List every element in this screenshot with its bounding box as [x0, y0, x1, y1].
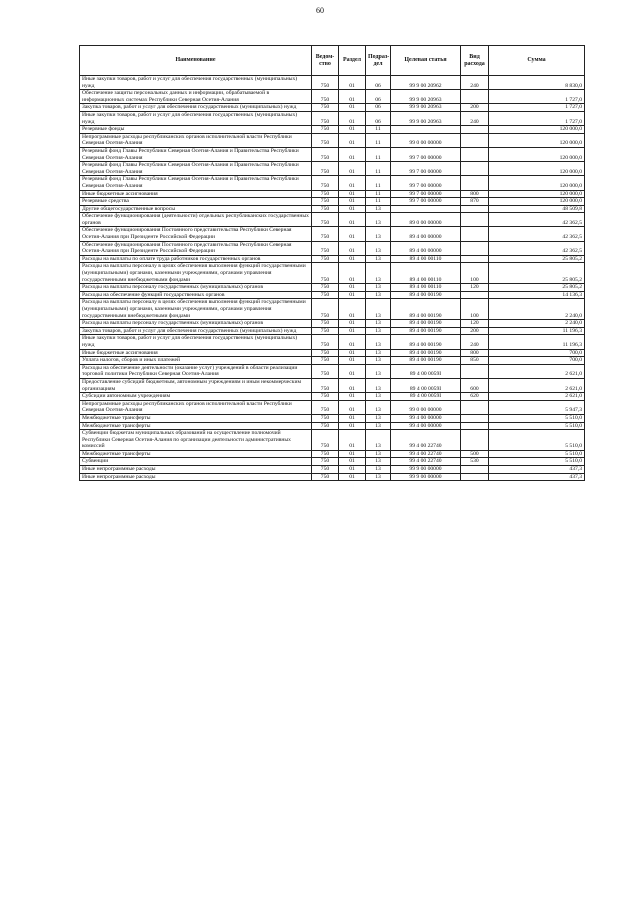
cell-vid	[461, 162, 489, 176]
cell-podrazdel: 11	[366, 133, 391, 147]
cell-name: Предоставление субсидий бюджетным, автономным учреждениям и иным некоммерческим организациям	[80, 378, 312, 392]
table-row	[80, 198, 585, 206]
cell-cel: 99 9 00 00000	[391, 466, 461, 474]
cell-name: Обеспечение функционирования (деятельности) отдельных республиканских государственных органов	[80, 213, 312, 227]
cell-cel: 89 4 00 00000	[391, 227, 461, 241]
cell-cel: 89 4 00 00190	[391, 291, 461, 299]
cell-podrazdel: 13	[366, 450, 391, 458]
cell-razdel: 01	[339, 335, 366, 349]
cell-ved: 750	[312, 90, 339, 104]
cell-razdel: 01	[339, 349, 366, 357]
cell-podrazdel: 06	[366, 111, 391, 125]
cell-cel: 99 9 00 20963	[391, 104, 461, 112]
cell-name: Закупка товаров, работ и услуг для обеспечения государственных (муниципальных) нужд	[80, 327, 312, 335]
cell-ved: 750	[312, 422, 339, 430]
cell-razdel: 01	[339, 284, 366, 292]
cell-ved: 750	[312, 162, 339, 176]
cell-razdel: 01	[339, 263, 366, 284]
cell-ved: 750	[312, 147, 339, 161]
cell-sum: 8 830,0	[489, 76, 585, 90]
cell-razdel: 01	[339, 320, 366, 328]
cell-cel: 89 4 00 00190	[391, 335, 461, 349]
cell-sum: 5 947,3	[489, 400, 585, 414]
cell-sum: 42 362,5	[489, 227, 585, 241]
table-row	[80, 364, 585, 378]
table-row	[80, 213, 585, 227]
cell-ved: 750	[312, 263, 339, 284]
cell-sum: 700,0	[489, 349, 585, 357]
cell-name: Закупка товаров, работ и услуг для обеспечения государственных (муниципальных) нужд	[80, 104, 312, 112]
cell-vid	[461, 126, 489, 134]
table-row	[80, 104, 585, 112]
cell-podrazdel: 11	[366, 190, 391, 198]
cell-vid: 100	[461, 263, 489, 284]
cell-ved: 750	[312, 450, 339, 458]
header-vid: Вид расхода	[461, 46, 489, 76]
cell-sum: 42 362,5	[489, 213, 585, 227]
cell-vid: 240	[461, 335, 489, 349]
table-row	[80, 111, 585, 125]
cell-ved: 750	[312, 176, 339, 190]
cell-sum: 120 000,0	[489, 147, 585, 161]
cell-cel: 89 4 00 00000	[391, 241, 461, 255]
header-razdel: Раздел	[339, 46, 366, 76]
table-row	[80, 90, 585, 104]
cell-ved: 750	[312, 299, 339, 320]
header-ved: Ведом-ство	[312, 46, 339, 76]
cell-cel: 89 4 00 00190	[391, 357, 461, 365]
cell-sum: 2 621,0	[489, 364, 585, 378]
table-row	[80, 327, 585, 335]
cell-cel	[391, 126, 461, 134]
cell-vid	[461, 213, 489, 227]
cell-vid	[461, 205, 489, 213]
cell-podrazdel: 11	[366, 162, 391, 176]
cell-razdel: 01	[339, 400, 366, 414]
cell-podrazdel: 13	[366, 378, 391, 392]
cell-ved: 750	[312, 393, 339, 401]
cell-cel: 99 0 00 00000	[391, 133, 461, 147]
table-row	[80, 473, 585, 481]
cell-cel: 89 0 00 00000	[391, 213, 461, 227]
cell-vid: 200	[461, 327, 489, 335]
cell-podrazdel: 13	[366, 335, 391, 349]
cell-vid: 800	[461, 349, 489, 357]
cell-podrazdel: 13	[366, 291, 391, 299]
cell-name: Резервный фонд Главы Республики Северная Осетия-Алания и Правительства Республики Северная Осетия-Алания	[80, 147, 312, 161]
cell-vid: 870	[461, 198, 489, 206]
table-row	[80, 458, 585, 466]
cell-ved: 750	[312, 133, 339, 147]
cell-vid: 800	[461, 190, 489, 198]
cell-ved: 750	[312, 284, 339, 292]
cell-vid	[461, 147, 489, 161]
cell-vid	[461, 414, 489, 422]
cell-cel: 99 4 00 22740	[391, 430, 461, 451]
cell-ved: 750	[312, 400, 339, 414]
cell-razdel: 01	[339, 176, 366, 190]
cell-sum: 25 805,2	[489, 284, 585, 292]
table-row	[80, 299, 585, 320]
cell-sum: 120 000,0	[489, 176, 585, 190]
cell-sum: 2 621,0	[489, 378, 585, 392]
table-row	[80, 422, 585, 430]
table-row	[80, 378, 585, 392]
cell-ved: 750	[312, 357, 339, 365]
cell-cel: 99 7 00 00000	[391, 162, 461, 176]
cell-vid	[461, 422, 489, 430]
cell-vid: 200	[461, 104, 489, 112]
cell-cel: 99 4 00 22740	[391, 450, 461, 458]
cell-name: Резервные фонды	[80, 126, 312, 134]
cell-podrazdel: 11	[366, 198, 391, 206]
cell-sum: 2 240,0	[489, 299, 585, 320]
cell-name: Расходы на обеспечение функций государственных органов	[80, 291, 312, 299]
cell-ved: 750	[312, 378, 339, 392]
cell-razdel: 01	[339, 357, 366, 365]
cell-razdel: 01	[339, 205, 366, 213]
cell-cel: 99 0 00 00000	[391, 400, 461, 414]
cell-sum: 5 510,0	[489, 430, 585, 451]
cell-podrazdel: 13	[366, 466, 391, 474]
cell-ved: 750	[312, 241, 339, 255]
table-row	[80, 414, 585, 422]
cell-cel: 99 9 00 20963	[391, 90, 461, 104]
cell-razdel: 01	[339, 378, 366, 392]
table-row	[80, 205, 585, 213]
cell-vid	[461, 176, 489, 190]
cell-cel: 89 4 00 00110	[391, 255, 461, 263]
cell-razdel: 01	[339, 291, 366, 299]
cell-ved: 750	[312, 111, 339, 125]
cell-sum: 11 196,3	[489, 327, 585, 335]
cell-podrazdel: 13	[366, 458, 391, 466]
cell-sum: 120 000,0	[489, 162, 585, 176]
cell-name: Расходы на выплаты персоналу в целях обеспечения выполнения функций государственными (муниципальными) органами, казенными учреждениями, органами управления государственными внебюджетными фондами	[80, 299, 312, 320]
cell-podrazdel: 13	[366, 357, 391, 365]
cell-name: Резервный фонд Главы Республики Северная Осетия-Алания и Правительства Республики Северная Осетия-Алания	[80, 176, 312, 190]
cell-cel: 99 7 00 00000	[391, 147, 461, 161]
table-row	[80, 176, 585, 190]
table-body	[80, 76, 585, 481]
cell-podrazdel: 13	[366, 393, 391, 401]
cell-razdel: 01	[339, 255, 366, 263]
table-row	[80, 263, 585, 284]
cell-vid	[461, 133, 489, 147]
cell-ved: 750	[312, 335, 339, 349]
cell-sum: 120 000,0	[489, 198, 585, 206]
cell-razdel: 01	[339, 299, 366, 320]
cell-ved: 750	[312, 349, 339, 357]
cell-cel	[391, 205, 461, 213]
table-row	[80, 400, 585, 414]
cell-ved: 750	[312, 458, 339, 466]
cell-cel: 89 4 00 00110	[391, 284, 461, 292]
table-row	[80, 227, 585, 241]
table-row	[80, 349, 585, 357]
cell-sum: 25 805,2	[489, 263, 585, 284]
cell-vid	[461, 90, 489, 104]
cell-name: Расходы на выплаты персоналу государственных (муниципальных) органов	[80, 284, 312, 292]
cell-name: Расходы на выплаты персоналу государственных (муниципальных) органов	[80, 320, 312, 328]
cell-razdel: 01	[339, 473, 366, 481]
table-row	[80, 162, 585, 176]
cell-razdel: 01	[339, 162, 366, 176]
cell-name: Расходы на выплаты по оплате труда работников государственных органов	[80, 255, 312, 263]
cell-cel: 99 4 00 22740	[391, 458, 461, 466]
cell-podrazdel: 13	[366, 284, 391, 292]
cell-vid: 240	[461, 76, 489, 90]
cell-cel: 89 4 00 00190	[391, 299, 461, 320]
cell-razdel: 01	[339, 147, 366, 161]
cell-razdel: 01	[339, 450, 366, 458]
cell-ved: 750	[312, 364, 339, 378]
cell-razdel: 01	[339, 213, 366, 227]
cell-vid: 120	[461, 320, 489, 328]
cell-podrazdel: 13	[366, 422, 391, 430]
cell-sum: 1 727,0	[489, 90, 585, 104]
cell-cel: 99 7 00 00000	[391, 176, 461, 190]
cell-name: Резервные средства	[80, 198, 312, 206]
cell-vid: 120	[461, 284, 489, 292]
cell-sum: 437,3	[489, 466, 585, 474]
cell-vid	[461, 473, 489, 481]
cell-razdel: 01	[339, 422, 366, 430]
cell-cel: 99 7 00 00000	[391, 190, 461, 198]
cell-podrazdel: 13	[366, 205, 391, 213]
cell-podrazdel: 11	[366, 176, 391, 190]
cell-vid: 850	[461, 357, 489, 365]
header-podrazdel: Подраз-дел	[366, 46, 391, 76]
cell-razdel: 01	[339, 90, 366, 104]
cell-cel: 99 4 00 00000	[391, 422, 461, 430]
cell-vid: 600	[461, 378, 489, 392]
table-row	[80, 393, 585, 401]
table-row	[80, 430, 585, 451]
cell-vid	[461, 227, 489, 241]
header-name: Наименование	[80, 46, 312, 76]
cell-sum: 2 621,0	[489, 393, 585, 401]
cell-name: Субсидии автономным учреждениям	[80, 393, 312, 401]
table-row	[80, 133, 585, 147]
cell-cel: 89 4 00 0059I	[391, 364, 461, 378]
cell-razdel: 01	[339, 364, 366, 378]
cell-sum: 25 805,2	[489, 255, 585, 263]
cell-name: Обеспечение функционирования Постоянного представительства Республики Северная Осетия-Алания при Президенте Российской Федерации	[80, 241, 312, 255]
cell-ved: 750	[312, 327, 339, 335]
cell-podrazdel: 13	[366, 299, 391, 320]
cell-name: Резервный фонд Главы Республики Северная Осетия-Алания и Правительства Республики Северная Осетия-Алания	[80, 162, 312, 176]
cell-cel: 89 4 00 00190	[391, 349, 461, 357]
cell-ved: 750	[312, 198, 339, 206]
cell-name: Иные непрограммные расходы	[80, 466, 312, 474]
cell-name: Иные бюджетные ассигнования	[80, 349, 312, 357]
cell-podrazdel: 13	[366, 473, 391, 481]
cell-vid: 500	[461, 450, 489, 458]
cell-sum: 2 240,0	[489, 320, 585, 328]
cell-sum: 120 000,0	[489, 133, 585, 147]
table-row	[80, 190, 585, 198]
cell-vid	[461, 255, 489, 263]
cell-vid: 620	[461, 393, 489, 401]
cell-razdel: 01	[339, 430, 366, 451]
cell-podrazdel: 06	[366, 90, 391, 104]
cell-ved: 750	[312, 430, 339, 451]
cell-name: Межбюджетные трансферты	[80, 414, 312, 422]
cell-vid	[461, 466, 489, 474]
cell-razdel: 01	[339, 227, 366, 241]
cell-podrazdel: 13	[366, 414, 391, 422]
cell-cel: 99 9 00 20962	[391, 76, 461, 90]
cell-podrazdel: 13	[366, 255, 391, 263]
cell-sum: 42 362,5	[489, 241, 585, 255]
table-row	[80, 335, 585, 349]
cell-name: Субвенции	[80, 458, 312, 466]
cell-razdel: 01	[339, 414, 366, 422]
cell-sum: 14 136,3	[489, 291, 585, 299]
cell-cel: 99 7 00 00000	[391, 198, 461, 206]
cell-name: Межбюджетные трансферты	[80, 450, 312, 458]
cell-name: Иные закупки товаров, работ и услуг для обеспечения государственных (муниципальных) нужд	[80, 111, 312, 125]
cell-ved: 750	[312, 205, 339, 213]
table-row	[80, 320, 585, 328]
table-row	[80, 255, 585, 263]
table-row	[80, 291, 585, 299]
table-row	[80, 466, 585, 474]
cell-sum: 1 727,0	[489, 104, 585, 112]
cell-podrazdel: 13	[366, 400, 391, 414]
cell-ved: 750	[312, 466, 339, 474]
cell-razdel: 01	[339, 111, 366, 125]
cell-ved: 750	[312, 104, 339, 112]
cell-sum: 48 509,8	[489, 205, 585, 213]
cell-sum: 5 510,0	[489, 450, 585, 458]
cell-cel: 99 9 00 20963	[391, 111, 461, 125]
cell-podrazdel: 13	[366, 327, 391, 335]
cell-cel: 89 4 00 0059I	[391, 393, 461, 401]
cell-vid: 530	[461, 458, 489, 466]
cell-podrazdel: 13	[366, 263, 391, 284]
cell-sum: 5 510,0	[489, 422, 585, 430]
cell-razdel: 01	[339, 393, 366, 401]
budget-table	[79, 45, 585, 481]
cell-podrazdel: 06	[366, 104, 391, 112]
cell-cel: 89 4 00 00190	[391, 320, 461, 328]
cell-ved: 750	[312, 190, 339, 198]
header-sum: Сумма	[489, 46, 585, 76]
cell-ved: 750	[312, 76, 339, 90]
cell-ved: 750	[312, 473, 339, 481]
cell-razdel: 01	[339, 458, 366, 466]
cell-name: Иные закупки товаров, работ и услуг для обеспечения государственных (муниципальных) нужд	[80, 335, 312, 349]
cell-vid	[461, 400, 489, 414]
cell-name: Межбюджетные трансферты	[80, 422, 312, 430]
cell-razdel: 01	[339, 241, 366, 255]
cell-sum: 5 510,0	[489, 458, 585, 466]
cell-podrazdel: 13	[366, 430, 391, 451]
cell-ved: 750	[312, 414, 339, 422]
cell-cel: 89 4 00 00110	[391, 263, 461, 284]
cell-name: Другие общегосударственные вопросы	[80, 205, 312, 213]
cell-vid	[461, 241, 489, 255]
cell-ved: 750	[312, 126, 339, 134]
cell-podrazdel: 11	[366, 147, 391, 161]
cell-name: Иные непрограммные расходы	[80, 473, 312, 481]
cell-cel: 99 9 00 00000	[391, 473, 461, 481]
table-row	[80, 76, 585, 90]
table-row	[80, 241, 585, 255]
cell-podrazdel: 13	[366, 320, 391, 328]
cell-razdel: 01	[339, 466, 366, 474]
cell-razdel: 01	[339, 76, 366, 90]
cell-podrazdel: 13	[366, 213, 391, 227]
cell-podrazdel: 11	[366, 126, 391, 134]
table-row	[80, 147, 585, 161]
cell-vid: 240	[461, 111, 489, 125]
cell-cel: 99 4 00 00000	[391, 414, 461, 422]
header-cel: Целевая статья	[391, 46, 461, 76]
cell-razdel: 01	[339, 104, 366, 112]
cell-name: Расходы на выплаты персоналу в целях обеспечения выполнения функций государственными (муниципальными) органами, казенными учреждениями, органами управления государственными внебюджетными фондами	[80, 263, 312, 284]
header-row	[80, 46, 585, 76]
cell-name: Обеспечение функционирования Постоянного представительства Республики Северная Осетия-Алания при Президенте Российской Федерации	[80, 227, 312, 241]
cell-sum: 5 510,0	[489, 414, 585, 422]
cell-razdel: 01	[339, 126, 366, 134]
cell-podrazdel: 13	[366, 364, 391, 378]
table-row	[80, 284, 585, 292]
cell-name: Иные закупки товаров, работ и услуг для обеспечения государственных (муниципальных) нужд	[80, 76, 312, 90]
table-row	[80, 450, 585, 458]
cell-sum: 120 000,0	[489, 190, 585, 198]
cell-razdel: 01	[339, 198, 366, 206]
cell-name: Уплата налогов, сборов и иных платежей	[80, 357, 312, 365]
cell-podrazdel: 06	[366, 76, 391, 90]
cell-vid	[461, 291, 489, 299]
page-number: 60	[316, 6, 324, 15]
cell-name: Субвенции бюджетам муниципальных образований на осуществление полномочий Республики Северная Осетия-Алания по организации деятельности административных комиссий	[80, 430, 312, 451]
cell-name: Непрограммные расходы республиканских органов исполнительной власти Республики Северная Осетия-Алания	[80, 133, 312, 147]
cell-sum: 700,0	[489, 357, 585, 365]
cell-vid	[461, 364, 489, 378]
cell-razdel: 01	[339, 133, 366, 147]
cell-vid: 100	[461, 299, 489, 320]
cell-ved: 750	[312, 213, 339, 227]
cell-cel: 89 4 00 00190	[391, 327, 461, 335]
cell-sum: 11 196,3	[489, 335, 585, 349]
cell-sum: 437,3	[489, 473, 585, 481]
cell-podrazdel: 13	[366, 241, 391, 255]
cell-ved: 750	[312, 227, 339, 241]
cell-podrazdel: 13	[366, 349, 391, 357]
cell-name: Иные бюджетные ассигнования	[80, 190, 312, 198]
cell-name: Непрограммные расходы республиканских органов исполнительной власти Республики Северная Осетия-Алания	[80, 400, 312, 414]
cell-vid	[461, 430, 489, 451]
cell-podrazdel: 13	[366, 227, 391, 241]
cell-razdel: 01	[339, 327, 366, 335]
cell-name: Расходы на обеспечение деятельности (оказание услуг) учреждений в области реализации торговой политики Республики Северная Осетия-Алания	[80, 364, 312, 378]
table-row	[80, 357, 585, 365]
cell-cel: 89 4 00 0059I	[391, 378, 461, 392]
cell-sum: 120 000,0	[489, 126, 585, 134]
cell-ved: 750	[312, 255, 339, 263]
cell-sum: 1 727,0	[489, 111, 585, 125]
table-row	[80, 126, 585, 134]
cell-name: Обеспечение защиты персональных данных и информации, обрабатываемой в информационных системах Республики Северная Осетия-Алания	[80, 90, 312, 104]
cell-ved: 750	[312, 320, 339, 328]
cell-razdel: 01	[339, 190, 366, 198]
cell-ved: 750	[312, 291, 339, 299]
